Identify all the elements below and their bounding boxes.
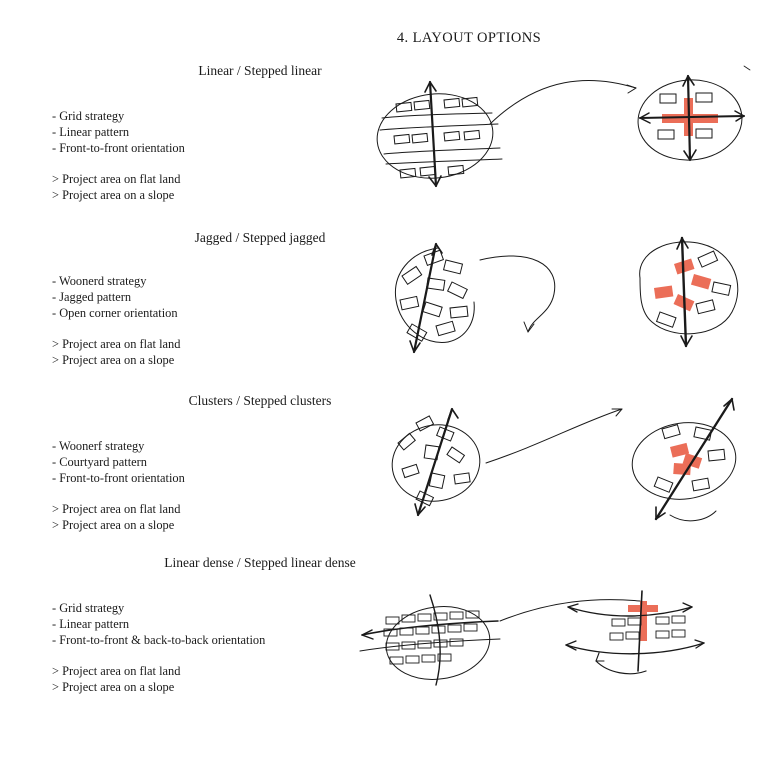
section-title: Linear dense / Stepped linear dense (164, 555, 356, 570)
bullet-item: - Front-to-front orientation (52, 141, 185, 156)
note-item: > Project area on flat land (52, 336, 181, 351)
bullet-item: - Grid strategy (52, 109, 125, 123)
note-item: > Project area on a slope (52, 187, 175, 202)
bullet-item: - Front-to-front & back-to-back orientation (52, 633, 266, 648)
note-item: > Project area on flat land (52, 501, 181, 516)
section-bullets (52, 600, 265, 695)
section-title: Clusters / Stepped clusters (188, 393, 332, 408)
bullet-item: - Courtyard pattern (52, 455, 147, 470)
note-item: > Project area on flat land (52, 171, 181, 186)
note-item: > Project area on a slope (52, 352, 175, 367)
note-item: > Project area on flat land (52, 663, 181, 678)
note-item: > Project area on a slope (52, 517, 175, 532)
bullet-item: - Linear pattern (52, 617, 130, 632)
linear-stepped-linear-sketch (340, 58, 760, 208)
section-bullets (52, 438, 185, 533)
bullet-item: - Open corner orientation (52, 306, 178, 321)
bullet-item: - Woonerd strategy (52, 274, 147, 288)
clusters-stepped-clusters-sketch (340, 393, 760, 538)
jagged-stepped-jagged-sketch (340, 230, 760, 375)
section-title: Linear / Stepped linear (198, 63, 322, 78)
page-title: 4. LAYOUT OPTIONS (396, 30, 542, 46)
linear-dense-stepped-linear-dense-sketch (340, 585, 760, 715)
bullet-item: - Woonerf strategy (52, 439, 145, 453)
section-bullets (52, 273, 180, 368)
bullet-item: - Front-to-front orientation (52, 471, 185, 486)
note-item: > Project area on a slope (52, 679, 175, 694)
bullet-item: - Jagged pattern (52, 290, 132, 305)
bullet-item: - Linear pattern (52, 125, 130, 140)
section-title: Jagged / Stepped jagged (194, 230, 326, 245)
bullet-item: - Grid strategy (52, 601, 125, 615)
section-bullets (52, 108, 185, 203)
